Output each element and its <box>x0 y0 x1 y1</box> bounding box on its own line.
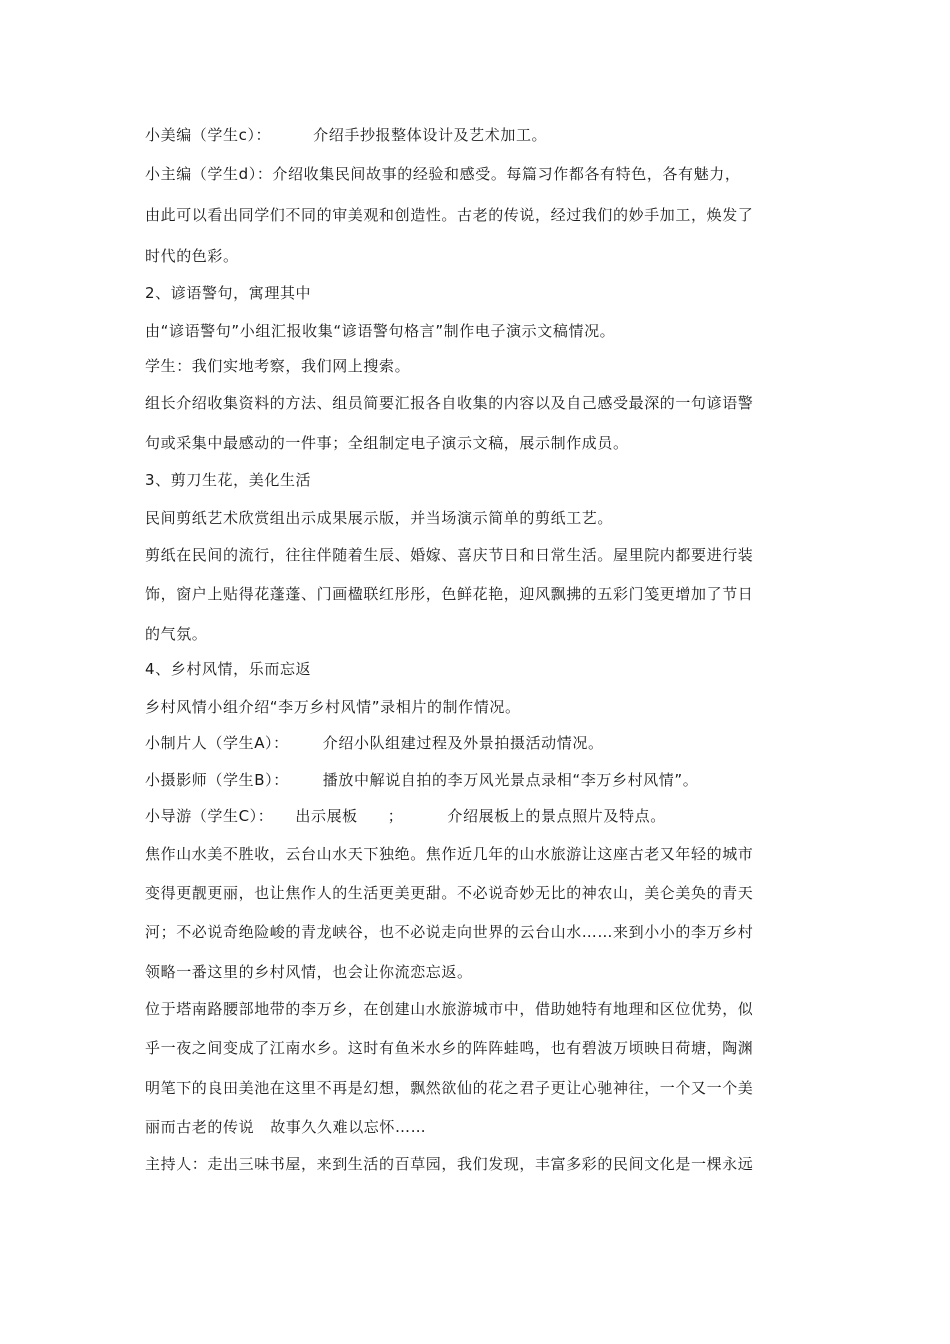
line-xiaomeibian <box>145 125 547 145</box>
paragraph-text: 故事久久难以忘怀…… <box>270 1118 427 1136</box>
paragraph-line: 河；不必说奇绝险峻的青龙峡谷，也不必说走向世界的云台山水……来到小小的李万乡村 <box>145 923 754 941</box>
separator: ； <box>387 807 404 825</box>
role-label: 小导游（学生C）： <box>145 807 274 825</box>
role-task: 介绍手抄报整体设计及艺术加工。 <box>313 126 548 144</box>
paragraph-line: 小主编（学生d）：介绍收集民间故事的经验和感受。每篇习作都各有特色，各有魅力， <box>145 165 741 183</box>
paragraph-line: 领略一番这里的乡村风情，也会让你流恋忘返。 <box>145 963 473 981</box>
role-task: 播放中解说自拍的李万风光景点录相“李万乡村风情”。 <box>322 771 699 789</box>
role-task: 出示展板 <box>295 807 358 825</box>
section-heading-2: 2、谚语警句，寓理其中 <box>145 284 312 302</box>
paragraph-line: 时代的色彩。 <box>145 247 239 265</box>
line-xiaodaoyou <box>145 806 666 826</box>
section-heading-4: 4、乡村风情，乐而忘返 <box>145 660 312 678</box>
role-task: 介绍小队组建过程及外景拍摄活动情况。 <box>322 734 604 752</box>
paragraph-line: 的气氛。 <box>145 625 208 643</box>
paragraph-line: 焦作山水美不胜收，云台山水天下独绝。焦作近几年的山水旅游让这座古老又年轻的城市 <box>145 845 754 863</box>
paragraph-line: 主持人：走出三味书屋，来到生活的百草园，我们发现，丰富多彩的民间文化是一棵永远 <box>145 1155 754 1173</box>
role-label: 小摄影师（学生B）： <box>145 771 289 789</box>
paragraph-line: 剪纸在民间的流行，往往伴随着生辰、婚嫁、喜庆节日和日常生活。屋里院内都要进行装 <box>145 546 754 564</box>
role-label: 小制片人（学生A）： <box>145 734 289 752</box>
paragraph-line: 乎一夜之间变成了江南水乡。这时有鱼米水乡的阵阵蛙鸣，也有碧波万顷映日荷塘，陶渊 <box>145 1039 754 1057</box>
section-heading-3: 3、剪刀生花，美化生活 <box>145 471 312 489</box>
paragraph-line: 位于塔南路腰部地带的李万乡，在创建山水旅游城市中，借助她特有地理和区位优势，似 <box>145 1000 754 1018</box>
paragraph-line: 明笔下的良田美池在这里不再是幻想，飘然欲仙的花之君子更让心驰神往，一个又一个美 <box>145 1079 754 1097</box>
line-xiaosheyingshi <box>145 770 698 790</box>
paragraph-line: 变得更靓更丽，也让焦作人的生活更美更甜。不必说奇妙无比的神农山，美仑美奂的青天 <box>145 884 754 902</box>
paragraph-line: 民间剪纸艺术欣赏组出示成果展示版，并当场演示简单的剪纸工艺。 <box>145 509 614 527</box>
paragraph-line: 学生：我们实地考察，我们网上搜索。 <box>145 357 411 375</box>
paragraph-line: 乡村风情小组介绍“李万乡村风情”录相片的制作情况。 <box>145 698 521 716</box>
line-xiaozhipianren <box>145 733 604 753</box>
role-label: 小美编（学生c）： <box>145 126 272 144</box>
role-task: 介绍展板上的景点照片及特点。 <box>447 807 666 825</box>
paragraph-text: 丽而古老的传说 <box>145 1118 255 1136</box>
paragraph-line: 饰，窗户上贴得花蓬蓬、门画楹联红彤彤，色鲜花艳，迎风飘拂的五彩门笺更增加了节日 <box>145 585 754 603</box>
paragraph-line: 组长介绍收集资料的方法、组员简要汇报各自收集的内容以及自己感受最深的一句谚语警 <box>145 394 754 412</box>
paragraph-line: 句或采集中最感动的一件事；全组制定电子演示文稿，展示制作成员。 <box>145 434 629 452</box>
paragraph-line: 由“谚语警句”小组汇报收集“谚语警句格言”制作电子演示文稿情况。 <box>145 322 616 340</box>
paragraph-line: 由此可以看出同学们不同的审美观和创造性。古老的传说，经过我们的妙手加工，焕发了 <box>145 206 754 224</box>
line-chuanshuo <box>145 1117 426 1137</box>
